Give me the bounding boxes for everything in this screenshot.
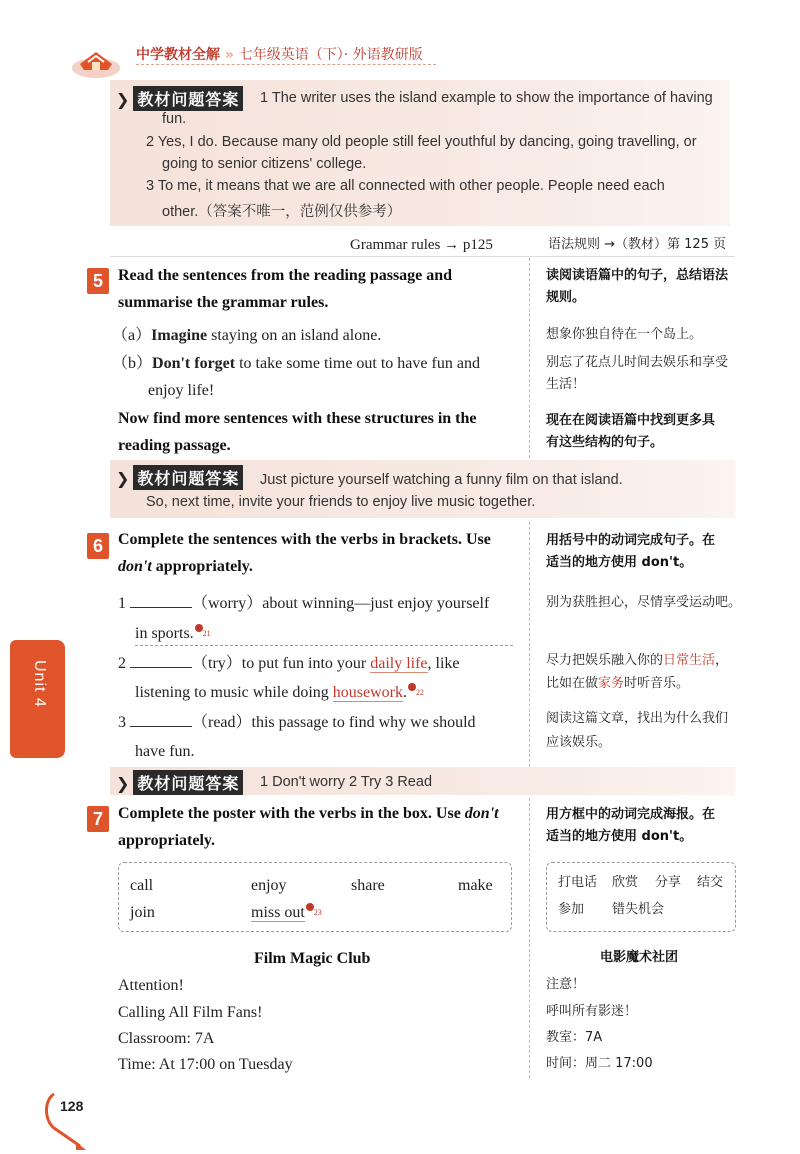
poster-line-1: Attention! bbox=[118, 977, 184, 994]
note-marker-icon bbox=[306, 903, 314, 911]
ex5-now-cn-l2: 有这些结构的句子。 bbox=[546, 435, 664, 450]
exercise-number-7: 7 bbox=[87, 806, 109, 832]
grammar-ref-cn: 语法规则 →（教材）第 125 页 bbox=[548, 237, 727, 252]
column-divider bbox=[529, 258, 530, 458]
ex6-sentence-3-l2: have fun. bbox=[135, 743, 195, 760]
answer-label: 教材问题答案 bbox=[133, 465, 243, 490]
ex7-instruction-cn-l2: 适当的地方使用 don't。 bbox=[546, 829, 693, 844]
answer-blank[interactable] bbox=[130, 654, 192, 668]
answer-label: 教材问题答案 bbox=[133, 770, 243, 795]
answer1-line1: 1 The writer uses the island example to show the importance of having bbox=[260, 90, 713, 106]
note-number: 23 bbox=[313, 908, 322, 917]
word-miss-out: miss out $^{23}$ bbox=[251, 904, 322, 921]
highlight-daily-life: daily life bbox=[370, 655, 428, 672]
poster-line-4: Time: At 17:00 on Tuesday bbox=[118, 1056, 293, 1073]
answer-heading-3 bbox=[116, 770, 243, 795]
ex5-sentence-b-cn-l2: 生活！ bbox=[546, 377, 586, 392]
answer-blank[interactable] bbox=[130, 594, 192, 608]
answer-heading-2 bbox=[116, 465, 243, 490]
header-rule bbox=[136, 64, 436, 65]
chevron-right-icon: ❯ bbox=[116, 774, 130, 793]
ex6-sentence-2-l2: listening to music while doing housework. $^{22}$ bbox=[135, 684, 424, 701]
ex5-instruction-cn-l1: 读阅读语篇中的句子，总结语法 bbox=[546, 268, 729, 283]
word-cn-call: 打电话 bbox=[558, 875, 598, 890]
ex7-instruction-l1: Complete the poster with the verbs in the box. Use don't bbox=[118, 805, 499, 822]
ex6-sentence-1-cn: 别为获胜担心，尽情享受运动吧。 bbox=[546, 595, 742, 610]
ex5-sentence-a-cn: 想象你独自待在一个岛上。 bbox=[546, 327, 703, 342]
answer1-line4: going to senior citizens' college. bbox=[162, 156, 367, 172]
poster-title: Film Magic Club bbox=[254, 950, 371, 967]
note-marker-icon bbox=[195, 624, 203, 632]
chevron-right-icon: ❯ bbox=[116, 90, 130, 109]
answer2-line2: So, next time, invite your friends to enjoy live music together. bbox=[146, 494, 536, 510]
ex6-sentence-3-cn-l1: 阅读这篇文章，找出为什么我们 bbox=[546, 711, 729, 726]
ex6-sentence-2: 2 （try）to put fun into your daily life, like bbox=[118, 655, 460, 672]
poster-line-3: Classroom: 7A bbox=[118, 1030, 215, 1047]
book-title: 中学教材全解 » 七年级英语（下）· 外语教研版 bbox=[136, 47, 423, 63]
divider bbox=[110, 256, 735, 257]
word-join: join bbox=[130, 904, 155, 921]
answer-heading-1 bbox=[116, 86, 243, 111]
answer1-line6: other.（答案不唯一，范例仅供参考） bbox=[162, 204, 402, 220]
poster-line-4-cn: 时间：周二 17:00 bbox=[546, 1056, 653, 1071]
ex5-sentence-b-cn-l1: 别忘了花点儿时间去娱乐和享受 bbox=[546, 355, 729, 370]
ex5-instruction-l1: Read the sentences from the reading passage and bbox=[118, 267, 453, 284]
ex6-sentence-3: 3 （read）this passage to find why we should bbox=[118, 714, 476, 731]
highlight-housework: housework bbox=[332, 684, 403, 701]
note-number: 22 bbox=[415, 688, 424, 697]
ex6-sentence-1-l2: in sports. $^{21}$ bbox=[135, 625, 211, 642]
publisher-logo bbox=[70, 40, 122, 80]
word-cn-join: 参加 bbox=[558, 902, 585, 917]
ex6-instruction-cn-l2: 适当的地方使用 don't。 bbox=[546, 555, 693, 570]
ex6-sentence-1: 1 （worry）about winning—just enjoy yourself bbox=[118, 595, 490, 612]
unit-label: Unit 4 bbox=[31, 660, 48, 708]
word-make: make bbox=[458, 877, 493, 894]
ex6-sentence-3-cn-l2: 应该娱乐。 bbox=[546, 735, 612, 750]
answer1-line3: 2 Yes, I do. Because many old people still feel youthful by dancing, going travelling, or bbox=[146, 134, 697, 150]
ex5-sentence-b: （b）Don't forget to take some time out to have fun and bbox=[112, 355, 480, 372]
note-number: 21 bbox=[202, 629, 211, 638]
grammar-ref: Grammar rules → p125 bbox=[350, 237, 493, 253]
ex6-sentence-2-cn-l2: 比如在做家务时听音乐。 bbox=[546, 676, 690, 691]
answer1-line2: fun. bbox=[162, 111, 187, 127]
word-cn-make: 结交 bbox=[697, 875, 724, 890]
answer2-line1: Just picture yourself watching a funny film on that island. bbox=[260, 472, 623, 488]
exercise-number-6: 6 bbox=[87, 533, 109, 559]
ex7-instruction-cn-l1: 用方框中的动词完成海报。在 bbox=[546, 807, 716, 822]
ex5-instruction-cn-l2: 规则。 bbox=[546, 290, 586, 305]
poster-line-2-cn: 呼叫所有影迷！ bbox=[546, 1004, 638, 1019]
word-share: share bbox=[351, 877, 385, 894]
ex6-instruction-cn-l1: 用括号中的动词完成句子。在 bbox=[546, 533, 716, 548]
ex6-instruction-l1: Complete the sentences with the verbs in brackets. Use bbox=[118, 531, 491, 548]
word-cn-miss-out: 错失机会 bbox=[612, 902, 665, 917]
exercise-number-5: 5 bbox=[87, 268, 109, 294]
word-cn-share: 分享 bbox=[655, 875, 682, 890]
ex5-sentence-b-l2: enjoy life! bbox=[148, 382, 215, 399]
book-subtitle: 七年级英语（下）· 外语教研版 bbox=[238, 47, 423, 63]
ex5-now-cn-l1: 现在在阅读语篇中找到更多具 bbox=[546, 413, 716, 428]
ex6-sentence-2-cn-l1: 尽力把娱乐融入你的日常生活， bbox=[546, 653, 729, 668]
word-cn-enjoy: 欣赏 bbox=[612, 875, 639, 890]
answer1-line5: 3 To me, it means that we are all connected with other people. People need each bbox=[146, 178, 665, 194]
page-number: 128 bbox=[60, 1098, 84, 1114]
chevron-right-icon: ❯ bbox=[116, 469, 130, 488]
ex5-now-l1: Now find more sentences with these structures in the bbox=[118, 410, 477, 427]
poster-line-1-cn: 注意！ bbox=[546, 977, 586, 992]
ex7-instruction-l2: appropriately. bbox=[118, 832, 216, 849]
note-marker-icon bbox=[408, 683, 416, 691]
ex6-instruction-l2: don't appropriately. bbox=[118, 558, 253, 575]
word-enjoy: enjoy bbox=[251, 877, 287, 894]
column-divider bbox=[529, 522, 530, 767]
word-call: call bbox=[130, 877, 154, 894]
poster-line-3-cn: 教室：7A bbox=[546, 1030, 603, 1045]
answer-label: 教材问题答案 bbox=[133, 86, 243, 111]
answer3-text: 1 Don't worry 2 Try 3 Read bbox=[260, 774, 433, 790]
column-divider bbox=[529, 798, 530, 1078]
answer-blank[interactable] bbox=[130, 713, 192, 727]
ex5-instruction-l2: summarise the grammar rules. bbox=[118, 294, 329, 311]
note-underline bbox=[135, 645, 513, 646]
ex5-sentence-a: （a）Imagine staying on an island alone. bbox=[112, 327, 382, 344]
poster-title-cn: 电影魔术社团 bbox=[600, 950, 679, 965]
poster-line-2: Calling All Film Fans! bbox=[118, 1004, 263, 1021]
ex5-now-l2: reading passage. bbox=[118, 437, 231, 454]
